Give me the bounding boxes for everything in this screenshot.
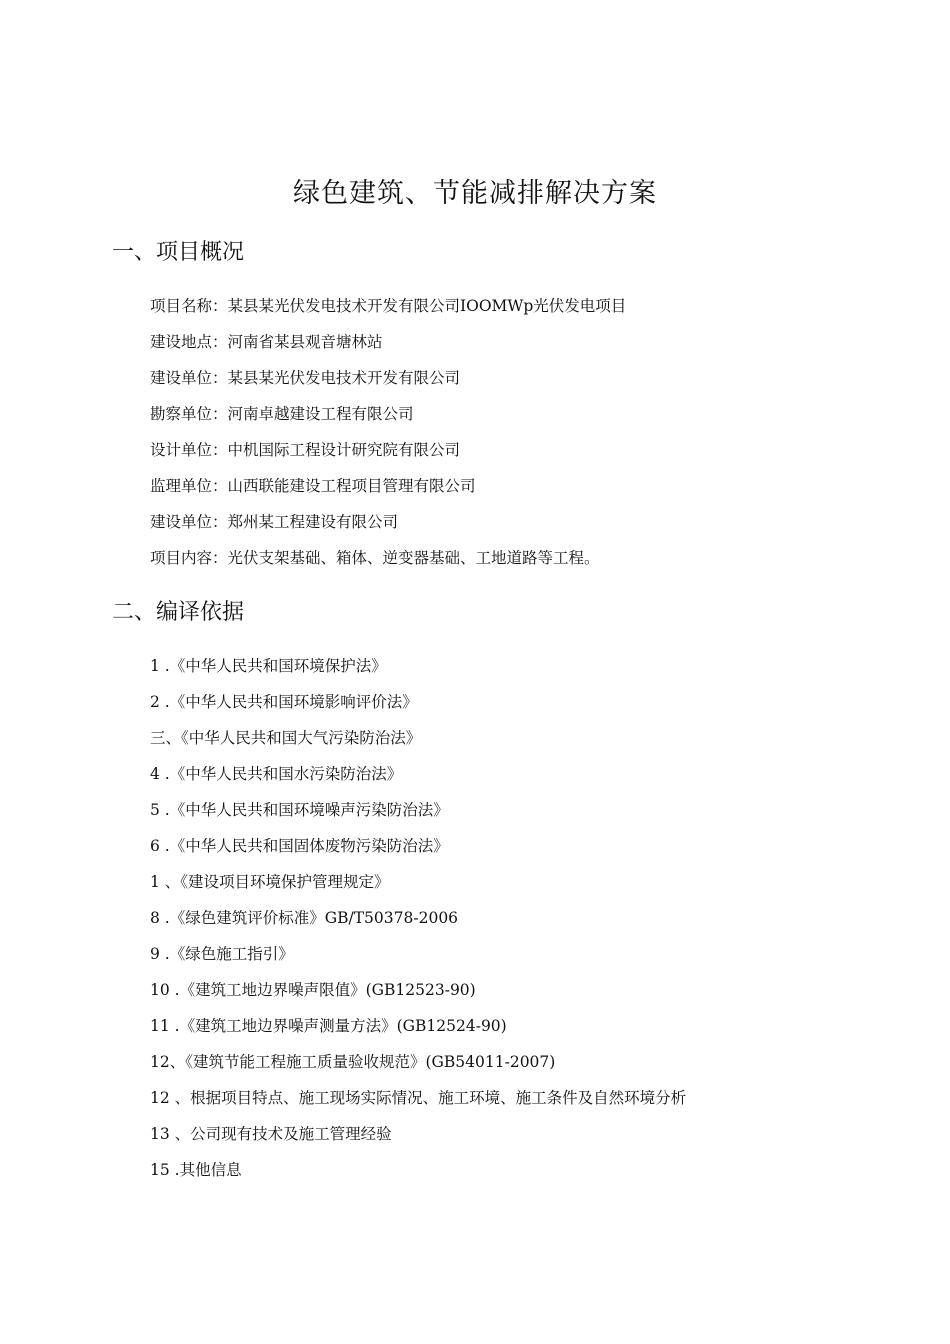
basis-list-item: 9 .《绿色施工指引》 bbox=[150, 945, 294, 963]
overview-line: 监理单位：山西联能建设工程项目管理有限公司 bbox=[150, 477, 476, 495]
section-heading-compilation-basis: 二、编译依据 bbox=[112, 600, 245, 625]
overview-line: 勘察单位：河南卓越建设工程有限公司 bbox=[150, 405, 414, 423]
basis-list-item: 5 .《中华人民共和国环境噪声污染防治法》 bbox=[150, 801, 449, 819]
basis-list-item: 6 .《中华人民共和国固体废物污染防治法》 bbox=[150, 837, 449, 855]
basis-list-item: 2 .《中华人民共和国环境影响评价法》 bbox=[150, 693, 418, 711]
overview-line: 设计单位：中机国际工程设计研究院有限公司 bbox=[150, 441, 461, 459]
basis-list-item: 4 .《中华人民共和国水污染防治法》 bbox=[150, 765, 403, 783]
basis-list-item: 1 、《建设项目环境保护管理规定》 bbox=[150, 873, 390, 891]
overview-line: 建设地点：河南省某县观音塘林站 bbox=[150, 333, 383, 351]
basis-list-item: 11 .《建筑工地边界噪声测量方法》(GB12524-90) bbox=[150, 1017, 507, 1035]
basis-list-item: 12 、根据项目特点、施工现场实际情况、施工环境、施工条件及自然环境分析 bbox=[150, 1089, 687, 1107]
basis-list-item: 12、《建筑节能工程施工质量验收规范》(GB54011-2007) bbox=[150, 1053, 556, 1071]
basis-list-item: 8 .《绿色建筑评价标准》GB/T50378-2006 bbox=[150, 909, 459, 927]
basis-list-item: 13 、公司现有技术及施工管理经验 bbox=[150, 1125, 392, 1143]
overview-line: 项目内容：光伏支架基础、箱体、逆变器基础、工地道路等工程。 bbox=[150, 549, 600, 567]
section-heading-project-overview: 一、项目概况 bbox=[112, 240, 245, 265]
overview-line: 项目名称：某县某光伏发电技术开发有限公司IOOMWp光伏发电项目 bbox=[150, 297, 627, 315]
basis-list-item: 1 .《中华人民共和国环境保护法》 bbox=[150, 657, 387, 675]
document-title: 绿色建筑、节能减排解决方案 bbox=[293, 178, 657, 209]
basis-list-item: 10 .《建筑工地边界噪声限值》(GB12523-90) bbox=[150, 981, 476, 999]
overview-line: 建设单位：某县某光伏发电技术开发有限公司 bbox=[150, 369, 461, 387]
overview-line: 建设单位：郑州某工程建设有限公司 bbox=[150, 513, 399, 531]
basis-list-item: 15 .其他信息 bbox=[150, 1161, 242, 1179]
basis-list-item: 三、《中华人民共和国大气污染防治法》 bbox=[150, 729, 422, 747]
